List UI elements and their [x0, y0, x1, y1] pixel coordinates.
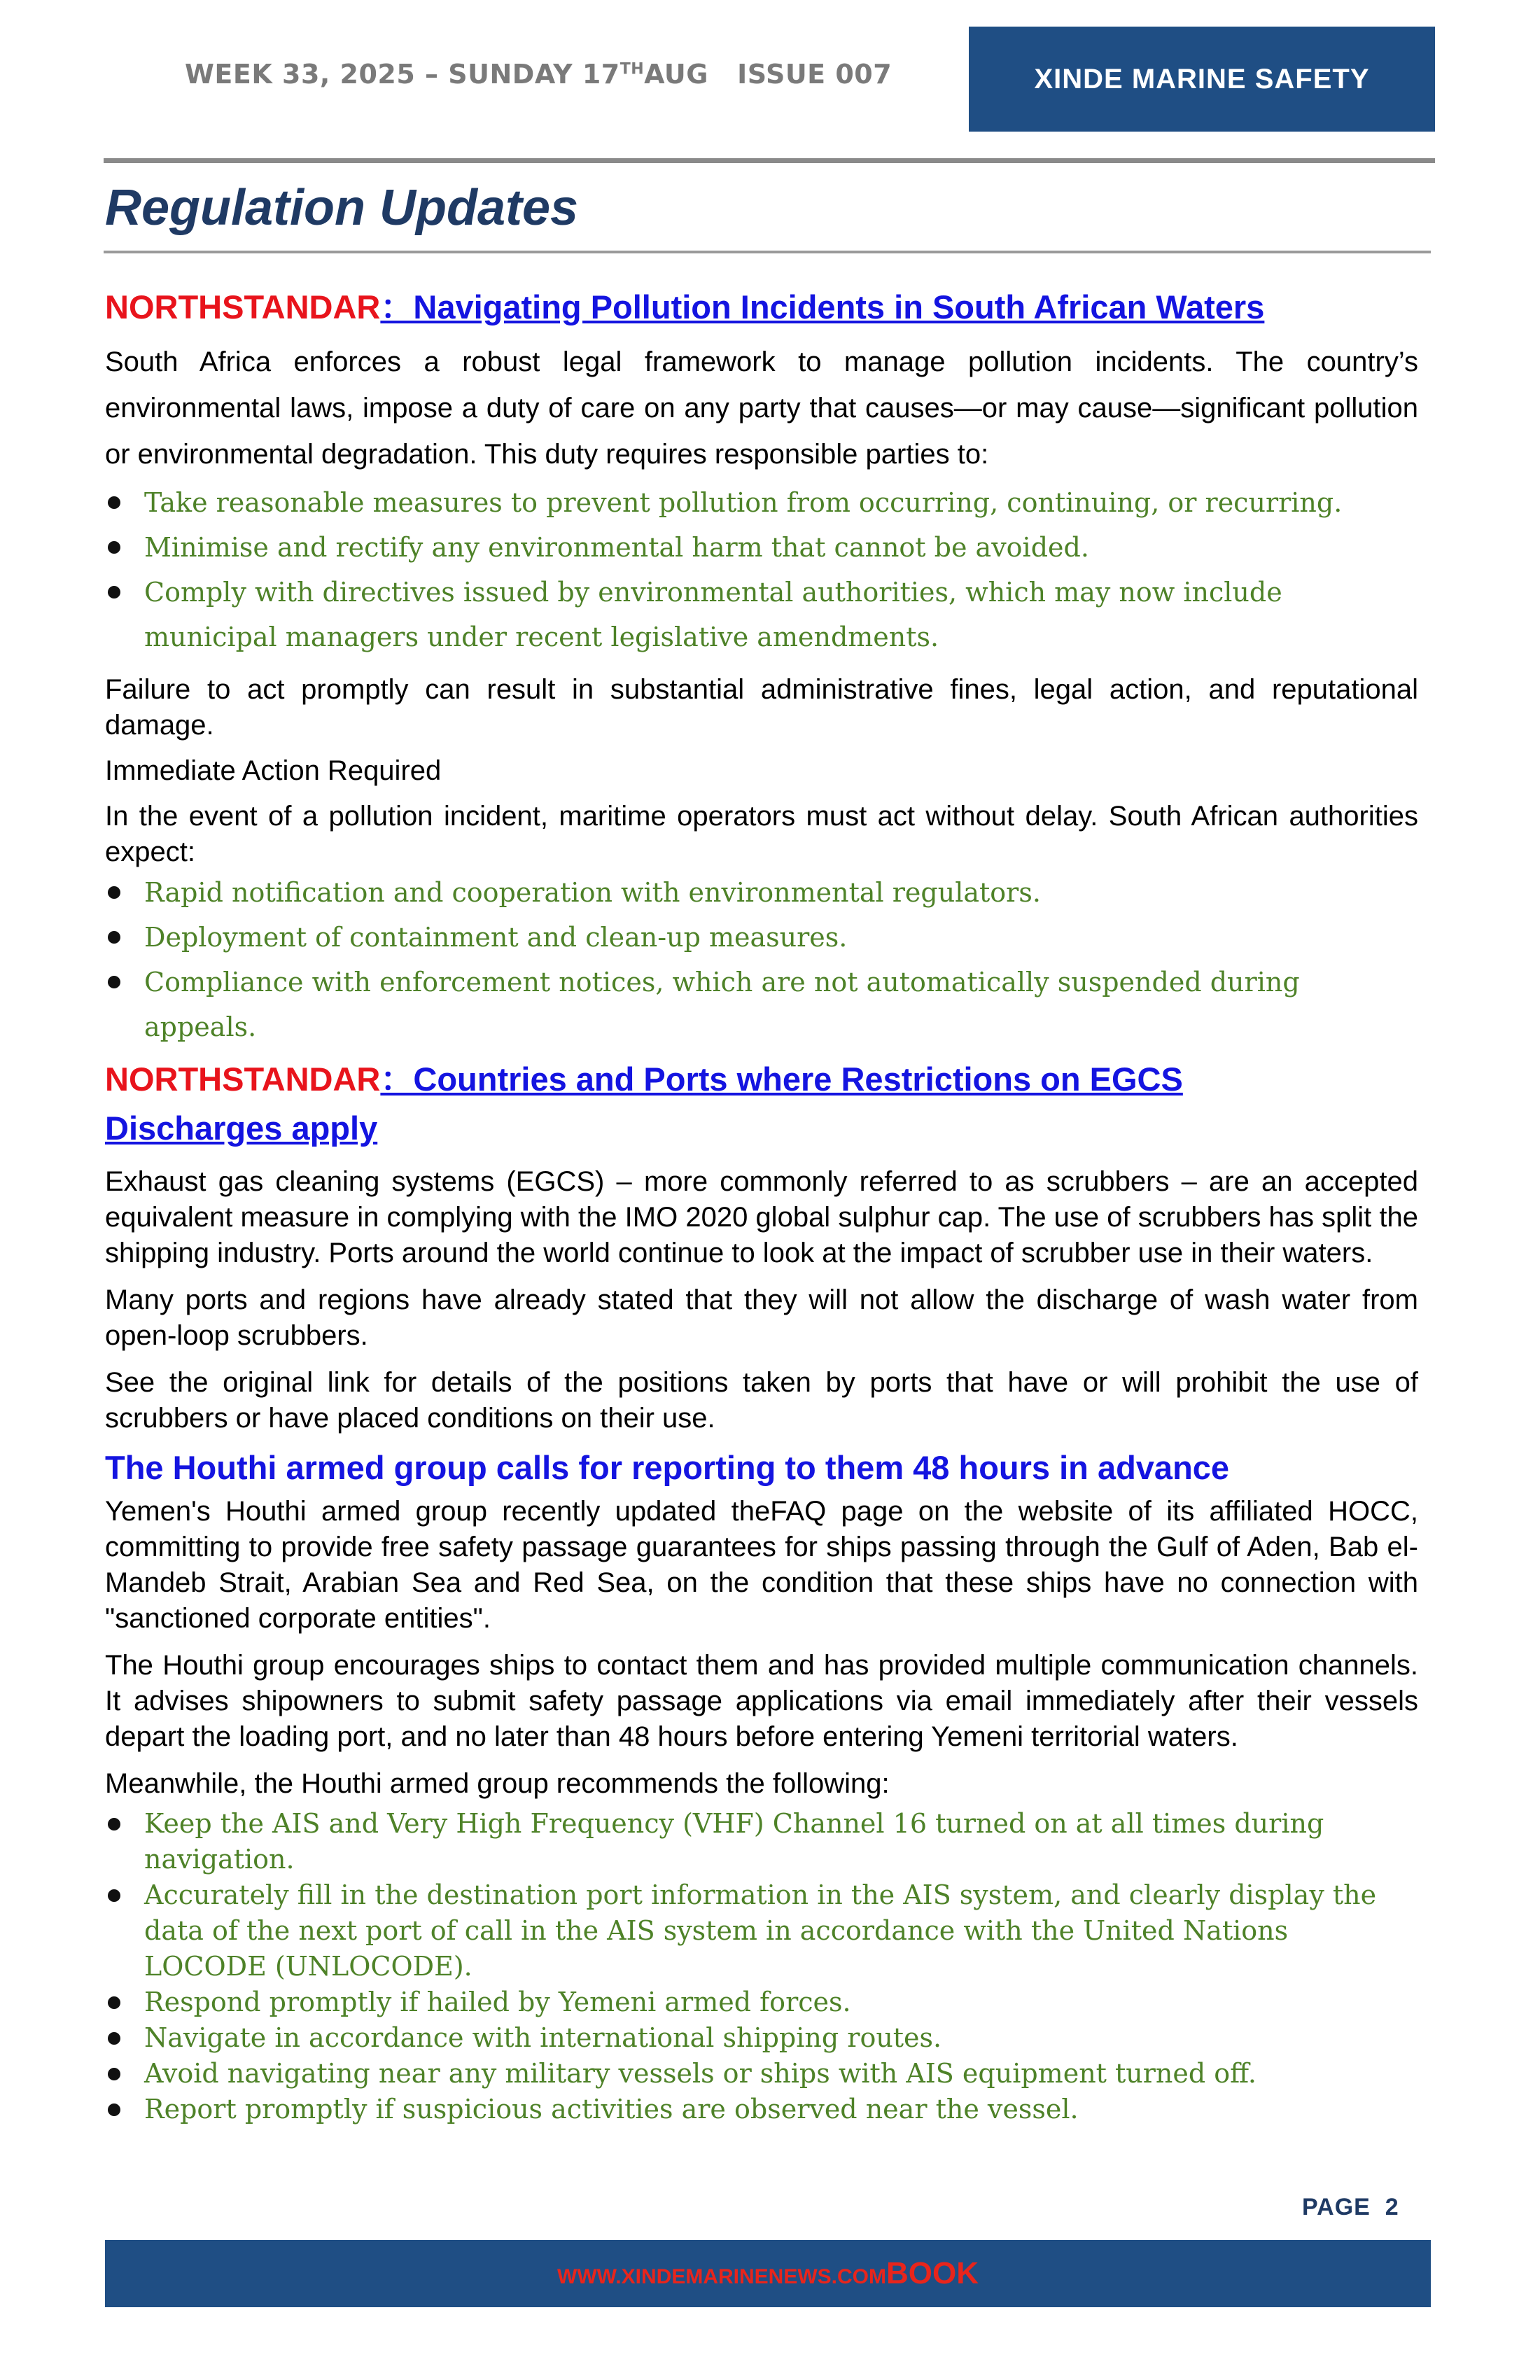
article-link-egcs[interactable]: ：Countries and Ports where Restrictions on EGCS Discharges apply: [105, 1060, 1183, 1147]
article-paragraph: See the original link for details of the positions taken by ports that have or will prohibit the use of scrubbers or have placed conditions on their use.: [105, 1367, 1418, 1434]
duty-list: [105, 480, 1418, 659]
brand-banner: [969, 27, 1435, 132]
issue-info: [185, 59, 892, 90]
list-item: Navigate in accordance with international shipping routes.: [105, 2020, 1418, 2056]
footer-url: WWW.XINDEMARINENEWS.COM: [557, 2265, 886, 2288]
article-intro: South Africa enforces a robust legal framework to manage pollution incidents. The country’s environmental laws, impose a duty of care on any party that causes—or may cause—significant pollution or environmental degradation. This duty requires responsible parties to:: [105, 346, 1418, 470]
date-suffix: TH: [620, 60, 645, 78]
list-item: Minimise and rectify any environmental harm that cannot be avoided.: [105, 525, 1418, 570]
issue-date: WEEK 33, 2025 – SUNDAY 17: [185, 59, 620, 90]
article-paragraph: Yemen's Houthi armed group recently updated theFAQ page on the website of its affiliated HOCC, committing to provide free safety passage guarantees for ships passing through the Gulf of Aden, Bab el-Mandeb Strait, Arabian Sea and Red Sea, on the condition that these ships have no connection with "sanctioned corporate entities".: [105, 1496, 1418, 1634]
article-paragraph: Many ports and regions have already stated that they will not allow the discharge of wash water from open-loop scrubbers.: [105, 1284, 1418, 1351]
title-divider: [104, 251, 1431, 253]
recommendations-list: [105, 1806, 1418, 2127]
list-item: Deployment of containment and clean-up measures.: [105, 915, 1418, 960]
list-item: Report promptly if suspicious activities are observed near the vessel.: [105, 2092, 1418, 2127]
list-item: Rapid notification and cooperation with environmental regulators.: [105, 870, 1418, 915]
article-paragraph: Meanwhile, the Houthi armed group recommends the following:: [105, 1768, 890, 1799]
article-heading-pollution: [105, 283, 1418, 332]
footer-link[interactable]: [557, 2256, 979, 2291]
article-heading-egcs: [105, 1055, 1253, 1153]
article-paragraph: The Houthi group encourages ships to contact them and has provided multiple communication channels. It advises shipowners to submit safety passage applications via email immediately after their vessels depart the loading port, and no later than 48 hours before entering Yemeni territorial waters.: [105, 1650, 1418, 1752]
list-item: Avoid navigating near any military vessels or ships with AIS equipment turned off.: [105, 2056, 1418, 2092]
main-content: [105, 283, 1418, 2127]
subheading-immediate-action: Immediate Action Required: [105, 755, 442, 786]
article-link-pollution[interactable]: ：Navigating Pollution Incidents in South African Waters: [380, 288, 1265, 326]
list-item: Compliance with enforcement notices, which are not automatically suspended during appeals.: [105, 960, 1418, 1049]
list-item: Respond promptly if hailed by Yemeni armed forces.: [105, 1984, 1418, 2020]
article-heading-houthi: The Houthi armed group calls for reporting to them 48 hours in advance: [105, 1449, 1230, 1486]
list-item: Comply with directives issued by environmental authorities, which may now include municipal managers under recent legislative amendments.: [105, 570, 1418, 659]
article-paragraph: In the event of a pollution incident, maritime operators must act without delay. South African authorities expect:: [105, 801, 1418, 867]
list-item: Keep the AIS and Very High Frequency (VHF) Channel 16 turned on at all times during navigation.: [105, 1806, 1418, 1877]
page-title: Regulation Updates: [105, 180, 579, 236]
source-label: NORTHSTANDAR: [105, 288, 381, 326]
expectations-list: [105, 870, 1418, 1049]
page-number: PAGE 2: [1302, 2194, 1399, 2220]
brand-name: XINDE MARINE SAFETY: [1034, 63, 1370, 94]
issue-number: AUG ISSUE 007: [644, 59, 892, 90]
list-item: Accurately fill in the destination port information in the AIS system, and clearly display the data of the next port of call in the AIS system in accordance with the United Nations LOCODE (UNLOCODE).: [105, 1877, 1418, 1984]
article-paragraph: Exhaust gas cleaning systems (EGCS) – more commonly referred to as scrubbers – are an accepted equivalent measure in complying with the IMO 2020 global sulphur cap. The use of scrubbers has split the shipping industry. Ports around the world continue to look at the impact of scrubber use in their waters.: [105, 1166, 1418, 1268]
footer-book: BOOK: [886, 2256, 979, 2290]
footer-bar: [105, 2240, 1431, 2307]
list-item: Take reasonable measures to prevent pollution from occurring, continuing, or recurring.: [105, 480, 1418, 525]
article-paragraph: Failure to act promptly can result in substantial administrative fines, legal action, and reputational damage.: [105, 674, 1418, 741]
header-divider: [104, 158, 1435, 163]
source-label: NORTHSTANDAR: [105, 1060, 381, 1098]
